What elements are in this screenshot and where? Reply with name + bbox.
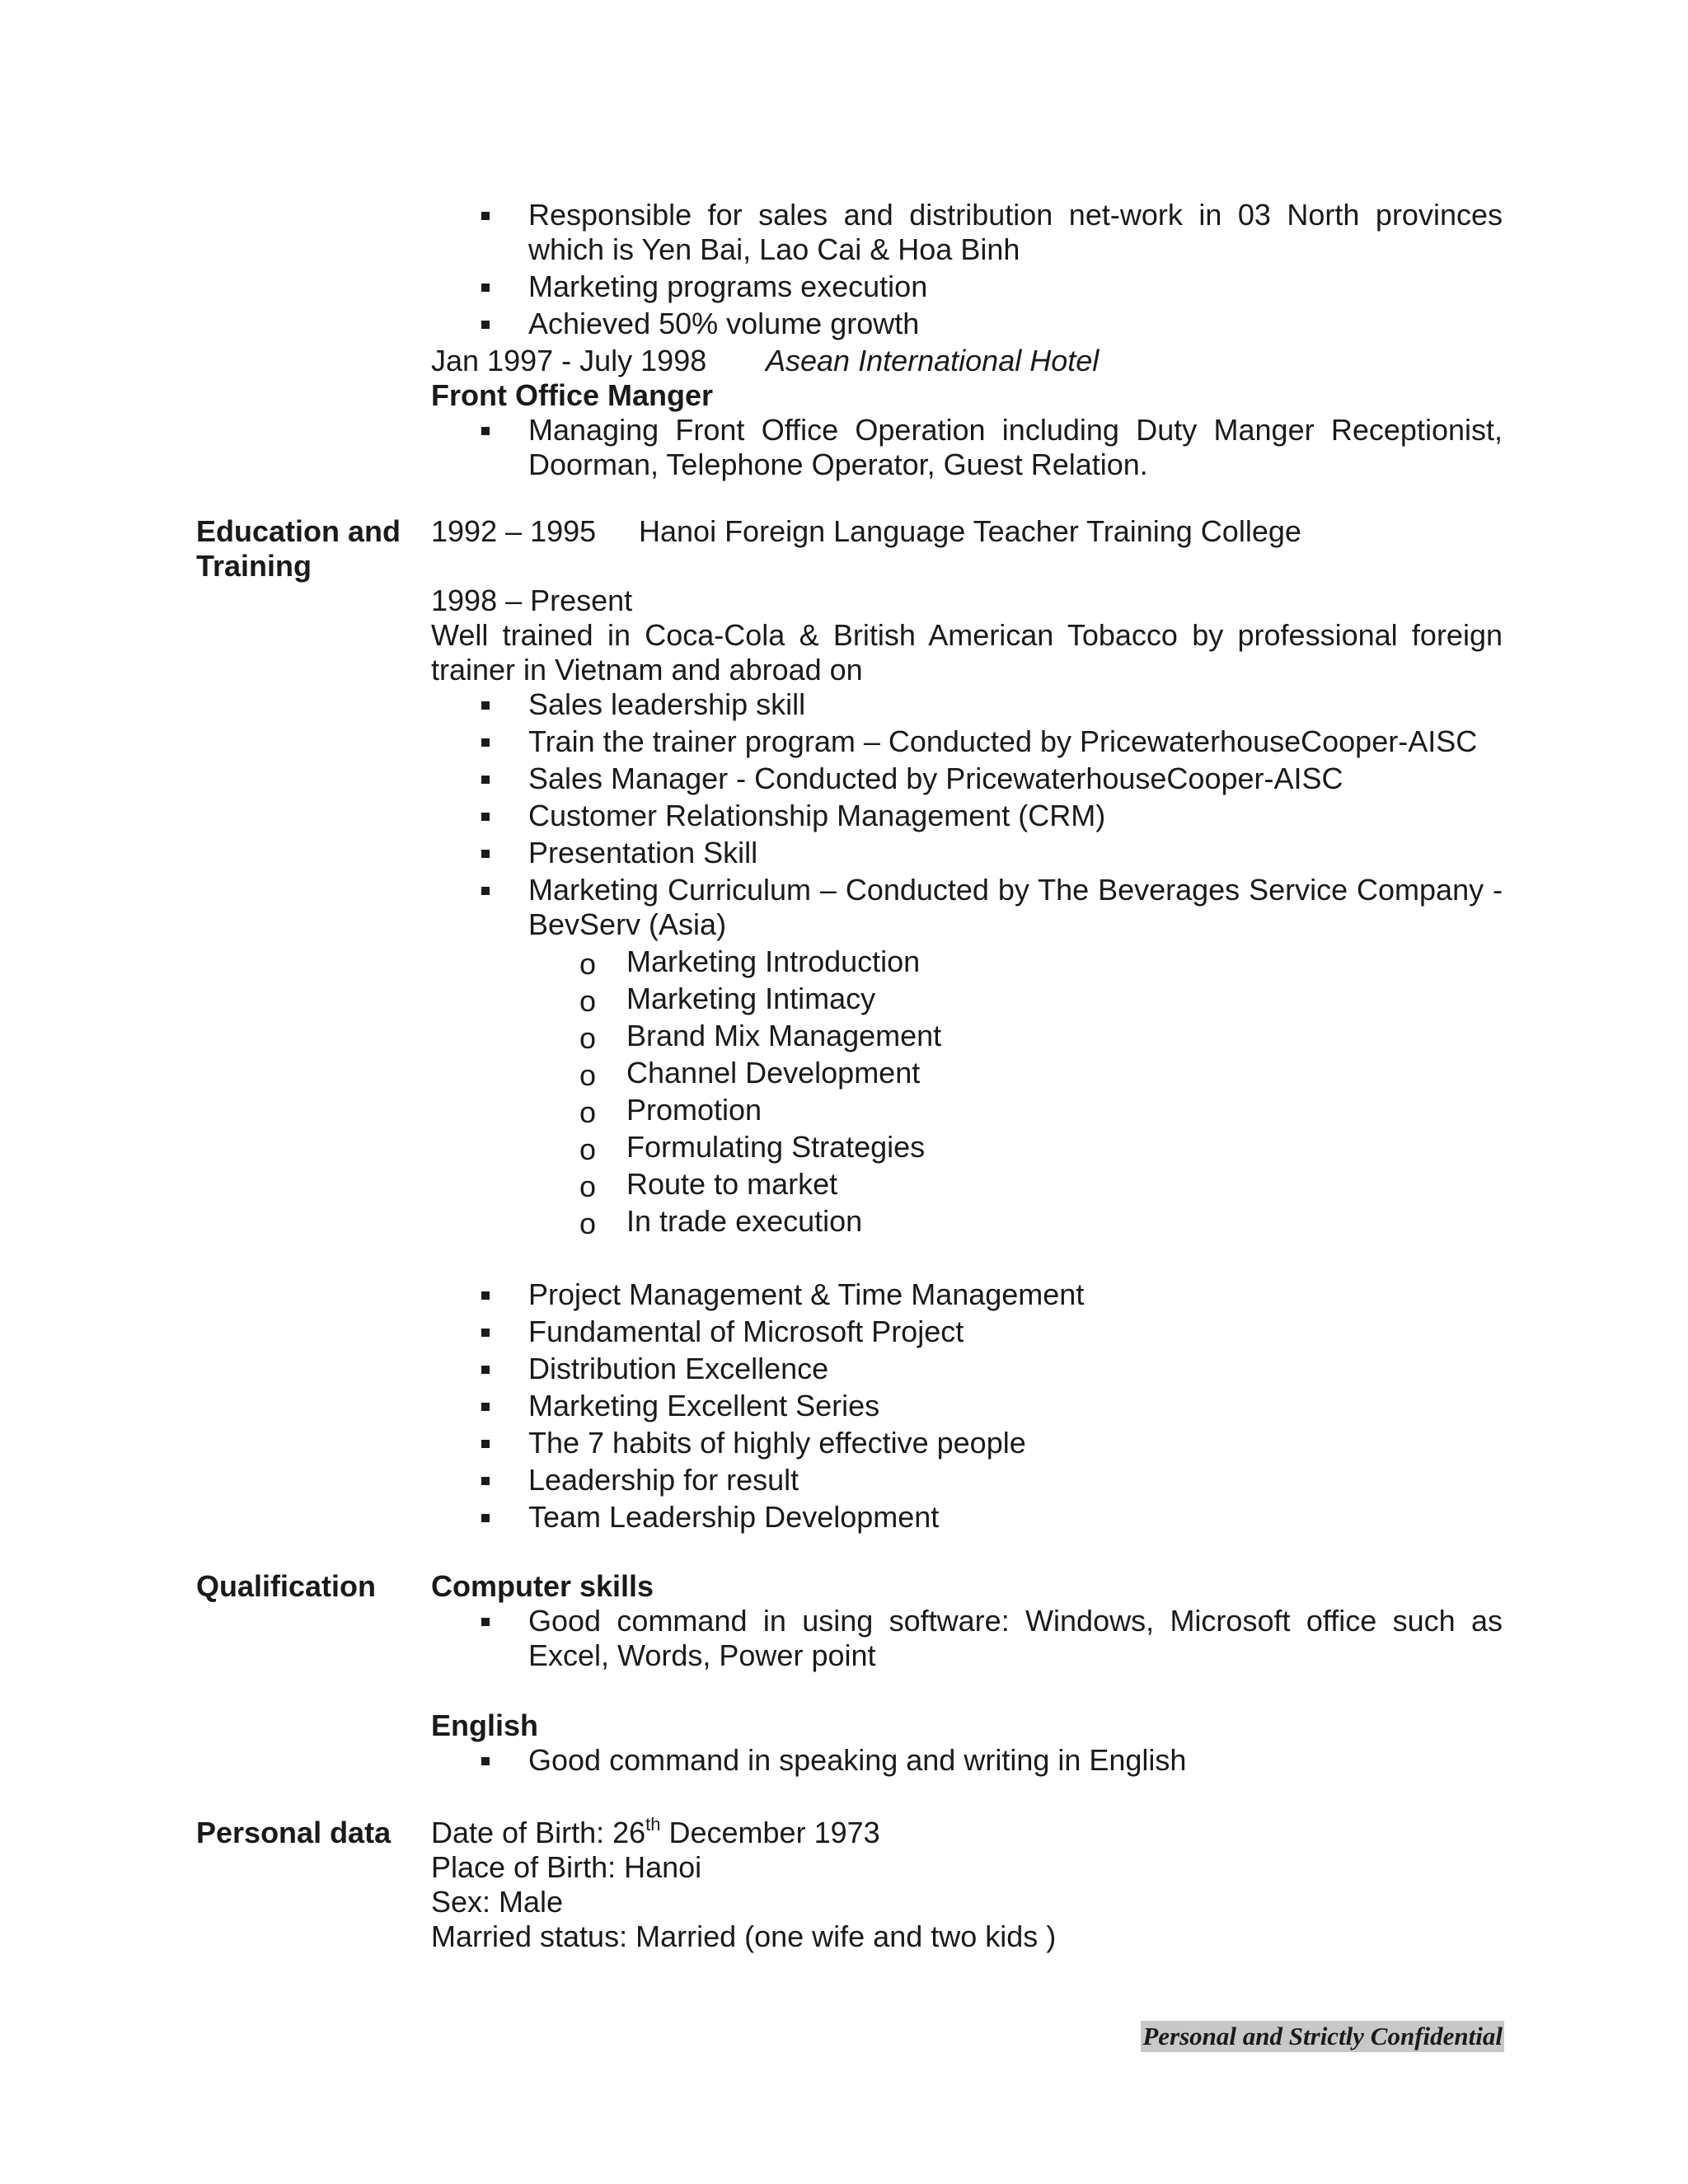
date-of-birth [431,1816,1503,1850]
training-list-2 [431,1277,1503,1535]
spacer [431,1675,1503,1708]
marketing-sub-list [431,944,1503,1239]
english-list [431,1743,1503,1778]
list-item: Good command in speaking and writing in English [431,1743,1503,1778]
personal-data-section [431,1816,1503,1954]
spacer [431,549,1503,583]
list-item: o Marketing Intimacy [431,982,1503,1016]
job2-company: Asean International Hotel [766,344,1100,377]
list-item: Team Leadership Development [431,1500,1503,1535]
list-item: Managing Front Office Operation including Duty Manger Receptionist, Doorman, Telephone Operator, Guest Relation. [431,413,1503,482]
list-item: Presentation Skill [431,836,1503,870]
computer-skills-list [431,1604,1503,1673]
education-label: Education and Training [196,514,401,583]
job2-title: Front Office Manger [431,378,714,412]
dob-ordinal: th [645,1814,661,1835]
english-heading: English [431,1708,539,1742]
list-item: Project Management & Time Management [431,1277,1503,1312]
list-item: The 7 habits of highly effective people [431,1426,1503,1460]
training-list-2-wrap [431,1277,1503,1537]
list-item: Customer Relationship Management (CRM) [431,799,1503,833]
list-item: Achieved 50% volume growth [431,307,1503,341]
place-of-birth: Place of Birth: Hanoi [431,1850,702,1884]
qualification-section [431,1569,1503,1780]
list-item: Responsible for sales and distribution net-work in 03 North provinces which is Yen Bai, Lao Cai & Hoa Binh [431,198,1503,267]
qualification-label: Qualification [196,1569,377,1603]
list-item: o Promotion [431,1093,1503,1127]
list-item: Sales Manager - Conducted by PricewaterhouseCooper-AISC [431,762,1503,796]
experience-continued [431,198,1503,485]
list-item: Marketing Curriculum – Conducted by The Beverages Service Company - BevServ (Asia) [431,873,1503,942]
list-item: Good command in using software: Windows, Microsoft office such as Excel, Words, Power point [431,1604,1503,1673]
list-item: o Brand Mix Management [431,1019,1503,1053]
education-period: 1992 – 1995 [431,514,597,548]
list-item: Distribution Excellence [431,1352,1503,1386]
job2-header [431,344,1503,378]
confidential-footer: Personal and Strictly Confidential [1142,2022,1503,2050]
list-item: Sales leadership skill [431,687,1503,722]
married-status: Married status: Married (one wife and two kids ) [431,1919,1057,1953]
dob-prefix: Date of Birth: 26 [431,1816,646,1849]
training-period: 1998 – Present [431,583,633,617]
list-item: o Channel Development [431,1056,1503,1090]
job1-bullet-list [431,198,1503,341]
training-list-1 [431,687,1503,942]
job2-bullet-list [431,413,1503,482]
sex: Sex: Male [431,1885,564,1919]
job2-period: Jan 1997 - July 1998 [431,344,707,377]
education-section [431,514,1503,1241]
list-item: o Marketing Introduction [431,944,1503,979]
list-item: o In trade execution [431,1204,1503,1239]
training-intro: Well trained in Coca-Cola & British American Tobacco by professional foreign trainer in Vietnam and abroad on [431,618,1503,687]
personal-data-label: Personal data [196,1816,392,1849]
list-item: o Formulating Strategies [431,1130,1503,1165]
dob-suffix: December 1973 [660,1816,880,1849]
list-item: Fundamental of Microsoft Project [431,1315,1503,1349]
list-item: Train the trainer program – Conducted by PricewaterhouseCooper-AISC [431,724,1503,759]
list-item: Leadership for result [431,1463,1503,1497]
education-entry [431,514,1503,549]
list-item: o Route to market [431,1167,1503,1202]
list-item: Marketing programs execution [431,269,1503,304]
computer-skills-heading: Computer skills [431,1569,654,1603]
list-item: Marketing Excellent Series [431,1389,1503,1423]
education-school: Hanoi Foreign Language Teacher Training College [639,514,1301,548]
